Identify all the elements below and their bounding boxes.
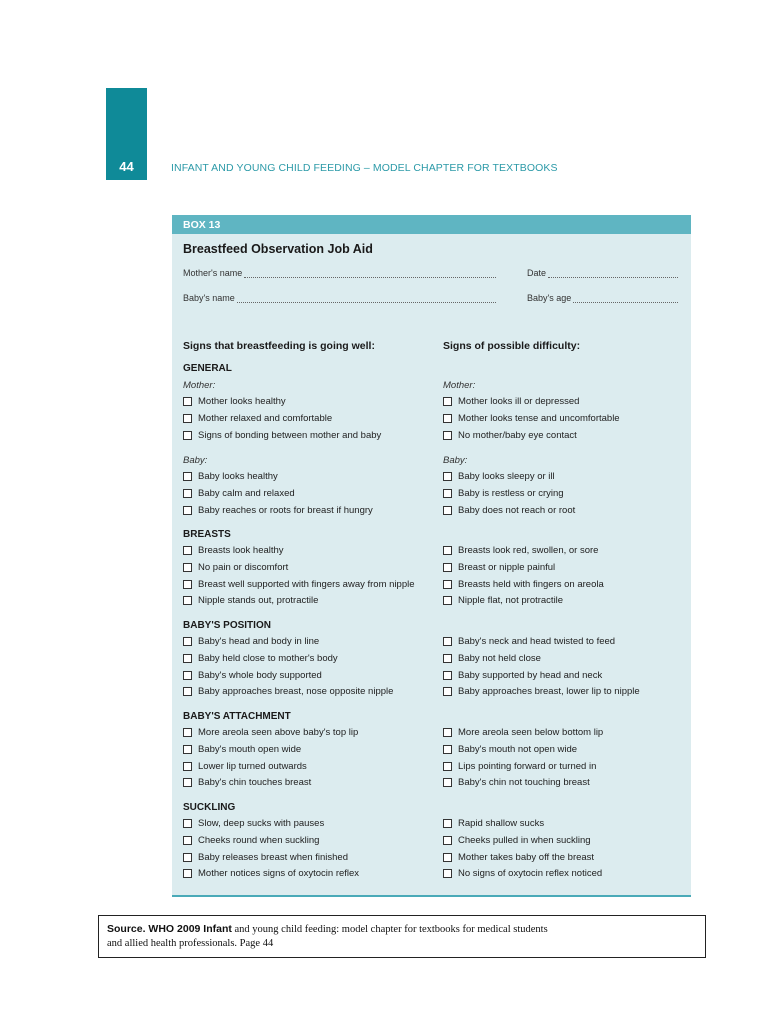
checkbox[interactable] bbox=[443, 728, 452, 737]
checklist-item-label: Rapid shallow sucks bbox=[458, 818, 545, 829]
checklist-item-label: Cheeks round when suckling bbox=[198, 834, 320, 846]
checkbox[interactable] bbox=[183, 431, 192, 440]
checklist-item-good[interactable] bbox=[183, 686, 393, 697]
column-heading-good: Signs that breastfeeding is going well: bbox=[183, 340, 375, 352]
checkbox[interactable] bbox=[183, 489, 192, 498]
box-label: BOX 13 bbox=[183, 219, 221, 231]
checkbox[interactable] bbox=[443, 671, 452, 680]
checkbox[interactable] bbox=[443, 836, 452, 845]
checklist-item-label: Baby reaches or roots for breast if hungry bbox=[198, 504, 373, 516]
checklist-item-good[interactable] bbox=[183, 413, 332, 424]
checklist-item-label: Signs of bonding between mother and baby bbox=[198, 429, 382, 441]
checklist-item-label: Baby's chin not touching breast bbox=[458, 777, 590, 789]
checklist-item-label: Baby looks healthy bbox=[198, 471, 278, 482]
checklist-item-good[interactable] bbox=[183, 868, 359, 879]
checklist-item-difficulty[interactable] bbox=[443, 818, 544, 829]
mothers-name-label: Mother's name bbox=[183, 268, 243, 278]
checklist-item-difficulty[interactable] bbox=[443, 579, 604, 590]
checkbox[interactable] bbox=[183, 762, 192, 771]
checkbox[interactable] bbox=[443, 596, 452, 605]
subheading-baby: Baby: bbox=[443, 455, 468, 466]
checkbox[interactable] bbox=[183, 472, 192, 481]
checkbox[interactable] bbox=[183, 414, 192, 423]
checklist-item-difficulty[interactable] bbox=[443, 852, 594, 863]
checkbox[interactable] bbox=[443, 397, 452, 406]
checkbox[interactable] bbox=[443, 778, 452, 787]
checklist-item-label: Mother looks ill or depressed bbox=[458, 396, 580, 407]
checklist-item-label: Breasts look healthy bbox=[198, 545, 284, 556]
checklist-item-difficulty[interactable] bbox=[443, 761, 596, 772]
checklist-item-difficulty[interactable] bbox=[443, 595, 563, 606]
checklist-item-label: Baby's mouth not open wide bbox=[458, 743, 578, 755]
checklist-item-difficulty[interactable] bbox=[443, 471, 555, 482]
checkbox[interactable] bbox=[443, 580, 452, 589]
source-bold: Source. WHO 2009 Infant bbox=[107, 923, 232, 935]
mothers-name-field[interactable] bbox=[183, 268, 496, 278]
checklist-item-difficulty[interactable] bbox=[443, 686, 640, 697]
checkbox[interactable] bbox=[443, 546, 452, 555]
checkbox[interactable] bbox=[183, 637, 192, 646]
checklist-item-good[interactable] bbox=[183, 653, 338, 664]
checkbox[interactable] bbox=[183, 869, 192, 878]
section-heading-attachment: BABY'S ATTACHMENT bbox=[183, 711, 291, 722]
checklist-item-label: Baby calm and relaxed bbox=[198, 487, 295, 499]
checkbox[interactable] bbox=[183, 506, 192, 515]
checklist-item-label: Breast well supported with fingers away from nipple bbox=[198, 578, 415, 590]
checkbox[interactable] bbox=[183, 671, 192, 680]
source-text: and young child feeding: model chapter for textbooks for medical students bbox=[231, 924, 548, 935]
checkbox[interactable] bbox=[183, 687, 192, 696]
checkbox[interactable] bbox=[183, 728, 192, 737]
checklist-item-good[interactable] bbox=[183, 562, 288, 573]
checklist-item-label: Baby approaches breast, nose opposite nipple bbox=[198, 686, 394, 698]
checkbox[interactable] bbox=[443, 762, 452, 771]
babys-name-label: Baby's name bbox=[183, 293, 235, 303]
checklist-item-good[interactable] bbox=[183, 727, 358, 738]
section-heading-breasts: BREASTS bbox=[183, 529, 231, 540]
checklist-item-label: Baby's chin touches breast bbox=[198, 777, 312, 789]
source-citation bbox=[98, 915, 706, 958]
checkbox[interactable] bbox=[183, 580, 192, 589]
checklist-item-label: Mother takes baby off the breast bbox=[458, 851, 595, 863]
checklist-item-label: Baby's neck and head twisted to feed bbox=[458, 636, 616, 647]
checklist-item-label: No pain or discomfort bbox=[198, 561, 289, 573]
checklist-item-label: Baby not held close bbox=[458, 652, 541, 664]
checkbox[interactable] bbox=[443, 472, 452, 481]
checklist-item-label: Baby looks sleepy or ill bbox=[458, 471, 555, 482]
section-heading-general: GENERAL bbox=[183, 363, 232, 374]
running-header: INFANT AND YOUNG CHILD FEEDING – MODEL CHAPTER FOR TEXTBOOKS bbox=[171, 162, 558, 174]
checklist-item-good[interactable] bbox=[183, 777, 311, 788]
date-label: Date bbox=[527, 268, 547, 278]
checklist-item-difficulty[interactable] bbox=[443, 545, 598, 556]
babys-name-field[interactable] bbox=[183, 293, 496, 303]
checkbox[interactable] bbox=[183, 745, 192, 754]
checklist-item-label: Breast or nipple painful bbox=[458, 561, 556, 573]
checklist-item-label: Mother looks tense and uncomfortable bbox=[458, 412, 620, 424]
checkbox[interactable] bbox=[183, 819, 192, 828]
checklist-item-label: Baby is restless or crying bbox=[458, 487, 564, 499]
checkbox[interactable] bbox=[183, 654, 192, 663]
checklist-item-difficulty[interactable] bbox=[443, 777, 590, 788]
column-heading-difficulty: Signs of possible difficulty: bbox=[443, 340, 581, 352]
checklist-item-label: Baby's head and body in line bbox=[198, 636, 320, 647]
checklist-item-label: Baby releases breast when finished bbox=[198, 851, 348, 863]
checklist-item-good[interactable] bbox=[183, 579, 415, 590]
checklist-item-label: Mother relaxed and comfortable bbox=[198, 412, 333, 424]
checklist-item-good[interactable] bbox=[183, 852, 348, 863]
box-label-bar bbox=[172, 215, 691, 234]
checkbox[interactable] bbox=[443, 869, 452, 878]
subheading-mother: Mother: bbox=[183, 380, 216, 391]
checklist-item-label: Breasts held with fingers on areola bbox=[458, 578, 604, 590]
checkbox[interactable] bbox=[443, 654, 452, 663]
checklist-item-label: No mother/baby eye contact bbox=[458, 429, 577, 441]
checkbox[interactable] bbox=[183, 563, 192, 572]
checklist-item-difficulty[interactable] bbox=[443, 396, 579, 407]
checkbox[interactable] bbox=[443, 819, 452, 828]
checkbox[interactable] bbox=[443, 414, 452, 423]
checkbox[interactable] bbox=[183, 778, 192, 787]
checklist-item-label: Cheeks pulled in when suckling bbox=[458, 834, 591, 846]
checklist-item-difficulty[interactable] bbox=[443, 636, 615, 647]
checklist-item-difficulty[interactable] bbox=[443, 670, 602, 681]
checklist-item-label: Lower lip turned outwards bbox=[198, 760, 307, 772]
checklist-item-label: More areola seen below bottom lip bbox=[458, 727, 604, 738]
babys-age-field[interactable] bbox=[527, 293, 678, 303]
checkbox[interactable] bbox=[443, 431, 452, 440]
checkbox[interactable] bbox=[443, 637, 452, 646]
checklist-item-good[interactable] bbox=[183, 396, 286, 407]
checklist-item-label: Nipple flat, not protractile bbox=[458, 595, 564, 607]
checkbox[interactable] bbox=[443, 563, 452, 572]
checklist-item-label: Baby supported by head and neck bbox=[458, 669, 603, 681]
checklist-item-label: Slow, deep sucks with pauses bbox=[198, 818, 325, 829]
checklist-item-label: More areola seen above baby's top lip bbox=[198, 727, 359, 738]
job-aid-box bbox=[172, 215, 691, 897]
checklist-item-label: Lips pointing forward or turned in bbox=[458, 760, 597, 772]
checklist-item-good[interactable] bbox=[183, 818, 324, 829]
checklist-item-label: Nipple stands out, protractile bbox=[198, 595, 319, 607]
checklist-item-good[interactable] bbox=[183, 835, 319, 846]
checkbox[interactable] bbox=[183, 596, 192, 605]
checklist-item-good[interactable] bbox=[183, 761, 307, 772]
checklist-item-difficulty[interactable] bbox=[443, 562, 555, 573]
checklist-item-label: Mother looks healthy bbox=[198, 396, 286, 407]
checklist-item-difficulty[interactable] bbox=[443, 653, 541, 664]
date-field[interactable] bbox=[527, 268, 678, 278]
checklist-item-good[interactable] bbox=[183, 670, 322, 681]
checklist-item-label: Baby approaches breast, lower lip to nipple bbox=[458, 686, 640, 698]
checklist-item-good[interactable] bbox=[183, 744, 301, 755]
checkbox[interactable] bbox=[183, 853, 192, 862]
source-line2: and allied health professionals. Page 44 bbox=[107, 938, 274, 949]
checklist-item-difficulty[interactable] bbox=[443, 413, 620, 424]
checklist-item-difficulty[interactable] bbox=[443, 505, 575, 516]
subheading-mother: Mother: bbox=[443, 380, 476, 391]
checklist-item-difficulty[interactable] bbox=[443, 430, 577, 441]
checklist-item-label: Mother notices signs of oxytocin reflex bbox=[198, 868, 360, 880]
checklist-item-difficulty[interactable] bbox=[443, 835, 591, 846]
checklist-item-good[interactable] bbox=[183, 505, 373, 516]
section-heading-position: BABY'S POSITION bbox=[183, 620, 271, 631]
checklist-item-good[interactable] bbox=[183, 488, 295, 499]
babys-age-label: Baby's age bbox=[527, 293, 572, 303]
checklist-item-label: No signs of oxytocin reflex noticed bbox=[458, 868, 603, 880]
checklist-item-good[interactable] bbox=[183, 545, 284, 556]
checkbox[interactable] bbox=[183, 546, 192, 555]
checklist-item-good[interactable] bbox=[183, 430, 381, 441]
checkbox[interactable] bbox=[183, 836, 192, 845]
checklist-item-good[interactable] bbox=[183, 595, 318, 606]
checkbox[interactable] bbox=[443, 745, 452, 754]
section-heading-suckling: SUCKLING bbox=[183, 802, 236, 813]
checklist-item-difficulty[interactable] bbox=[443, 868, 602, 879]
checklist-item-label: Baby's whole body supported bbox=[198, 669, 322, 681]
checklist-item-label: Breasts look red, swollen, or sore bbox=[458, 545, 599, 556]
checklist-item-difficulty[interactable] bbox=[443, 727, 603, 738]
page-number: 44 bbox=[119, 159, 134, 174]
checkbox[interactable] bbox=[443, 687, 452, 696]
checklist-item-difficulty[interactable] bbox=[443, 744, 577, 755]
checklist-item-label: Baby held close to mother's body bbox=[198, 652, 338, 664]
checkbox[interactable] bbox=[183, 397, 192, 406]
checkbox[interactable] bbox=[443, 853, 452, 862]
checklist-item-label: Baby's mouth open wide bbox=[198, 743, 302, 755]
checklist-item-difficulty[interactable] bbox=[443, 488, 564, 499]
checkbox[interactable] bbox=[443, 506, 452, 515]
checklist-item-good[interactable] bbox=[183, 636, 319, 647]
checklist-item-good[interactable] bbox=[183, 471, 278, 482]
subheading-baby: Baby: bbox=[183, 455, 208, 466]
checklist-item-label: Baby does not reach or root bbox=[458, 504, 576, 516]
box-title: Breastfeed Observation Job Aid bbox=[183, 242, 373, 256]
checkbox[interactable] bbox=[443, 489, 452, 498]
